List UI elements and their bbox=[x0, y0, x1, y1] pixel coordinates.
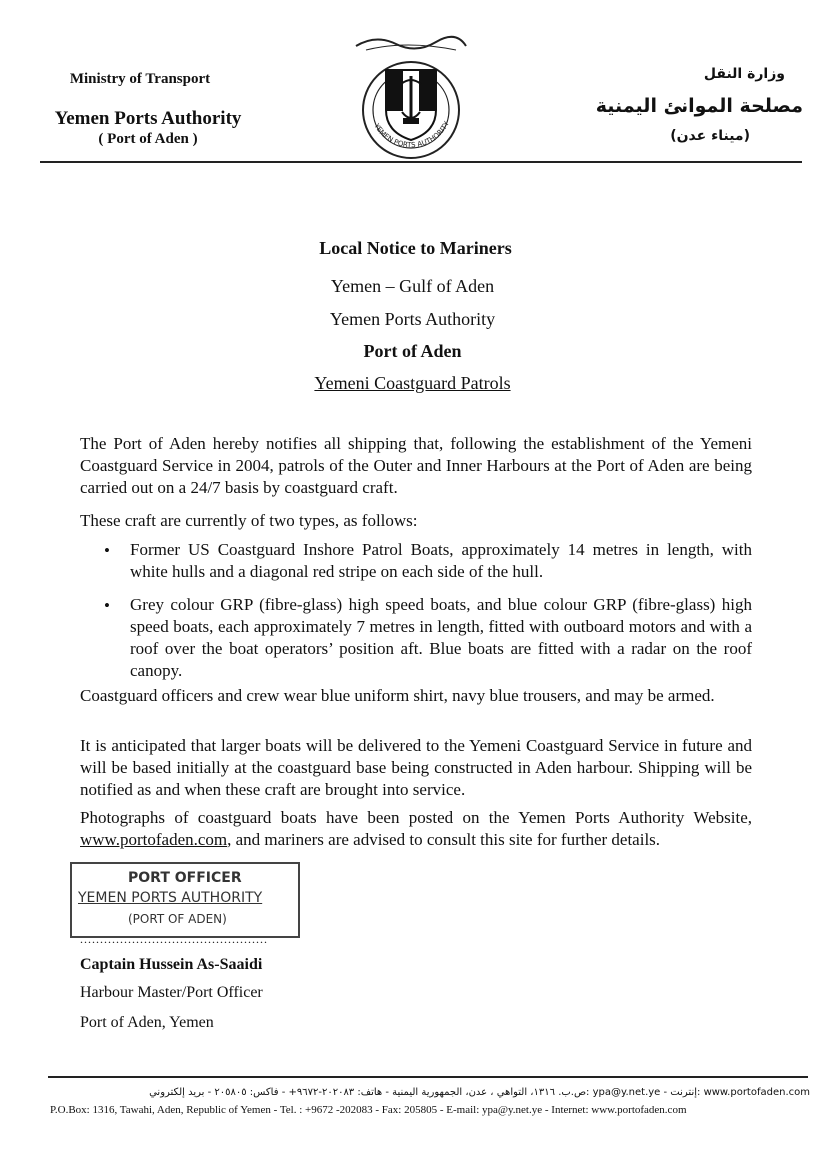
paragraph-uniform: Coastguard officers and crew wear blue uniform shirt, navy blue trousers, and may be armed. bbox=[80, 686, 715, 705]
notice-title: Local Notice to Mariners bbox=[319, 238, 512, 258]
website-text-before: Photographs of coastguard boats have been posted on the Yemen Ports Authority Website, bbox=[80, 808, 752, 827]
bullet-marker: • bbox=[104, 541, 110, 560]
paragraph-website bbox=[80, 807, 752, 851]
bullet-item-grp-boats: Grey colour GRP (fibre-glass) high speed boats, and blue colour GRP (fibre-glass) high speed boats, each approximately 7 metres in length, fitted with outboard motors and with a roof over the boat operators’ position aft. Blue boats are fitted with a radar on the roof canopy. bbox=[130, 595, 752, 680]
footer-arabic-contact: www.portofaden.com :إنترنت - ypa@y.net.ye :ص.ب. ١٣١٦، التواهي ، عدن، الجمهورية اليمنية - هاتف: ٢٠٢٠٨٣-٩٦٧٢+ - فاكس: ٢٠٥٨٠٥ - بريد إلكتروني bbox=[149, 1087, 810, 1098]
authority-name: Yemen Ports Authority bbox=[54, 108, 242, 129]
port-officer-stamp bbox=[70, 862, 300, 938]
port-name-arabic: (ميناء عدن) bbox=[670, 128, 750, 144]
footer-english-contact: P.O.Box: 1316, Tawahi, Aden, Republic of Yemen - Tel. : +9672 -202083 - Fax: 205805 - E-mail: ypa@y.net.ye - Internet: www.portofaden.com bbox=[50, 1104, 687, 1116]
footer-divider bbox=[48, 1076, 808, 1078]
notice-port: Port of Aden bbox=[363, 341, 462, 361]
bullet-item-patrol-boats: Former US Coastguard Inshore Patrol Boats, approximately 14 metres in length, with white hulls and a diagonal red stripe on each side of the hull. bbox=[130, 540, 752, 581]
port-name: ( Port of Aden ) bbox=[98, 131, 198, 147]
yemen-ports-authority-seal bbox=[346, 32, 476, 162]
paragraph-future-boats: It is anticipated that larger boats will be delivered to the Yemeni Coastguard Service in future and will be based initially at the coastguard base being constructed in Aden harbour. Shipping will be notified as and when these craft are brought into service. bbox=[80, 736, 752, 799]
ministry-name-arabic: وزارة النقل bbox=[703, 66, 785, 82]
notice-subject: Yemeni Coastguard Patrols bbox=[314, 373, 511, 393]
stamp-line-title: PORT OFFICER bbox=[128, 870, 242, 886]
bullet-marker: • bbox=[104, 596, 110, 615]
signatory-name: Captain Hussein As-Saaidi bbox=[80, 956, 263, 973]
signatory-place: Port of Aden, Yemen bbox=[80, 1014, 214, 1031]
header-divider bbox=[40, 161, 802, 163]
notice-authority: Yemen Ports Authority bbox=[329, 309, 496, 329]
website-text-after: , and mariners are advised to consult this site for further details. bbox=[227, 830, 661, 849]
authority-name-arabic: مصلحة الموانئ اليمنية bbox=[595, 95, 803, 117]
notice-region: Yemen – Gulf of Aden bbox=[330, 276, 495, 296]
signatory-role: Harbour Master/Port Officer bbox=[80, 984, 263, 1001]
paragraph-types: These craft are currently of two types, as follows: bbox=[80, 511, 418, 530]
stamp-line-port: (PORT OF ADEN) bbox=[128, 912, 227, 926]
paragraph-intro: The Port of Aden hereby notifies all shipping that, following the establishment of the Yemeni Coastguard Service in 2004, patrols of the Outer and Inner Harbours at the Port of Aden are being carried out on a 24/7 basis by coastguard craft. bbox=[80, 434, 752, 497]
seal-text: YEMEN PORTS AUTHORITY bbox=[372, 120, 451, 150]
signature-line: ............................................... bbox=[80, 932, 268, 946]
stamp-line-authority: YEMEN PORTS AUTHORITY bbox=[78, 890, 263, 906]
ministry-name: Ministry of Transport bbox=[69, 71, 211, 87]
website-link[interactable]: www.portofaden.com bbox=[80, 830, 228, 849]
